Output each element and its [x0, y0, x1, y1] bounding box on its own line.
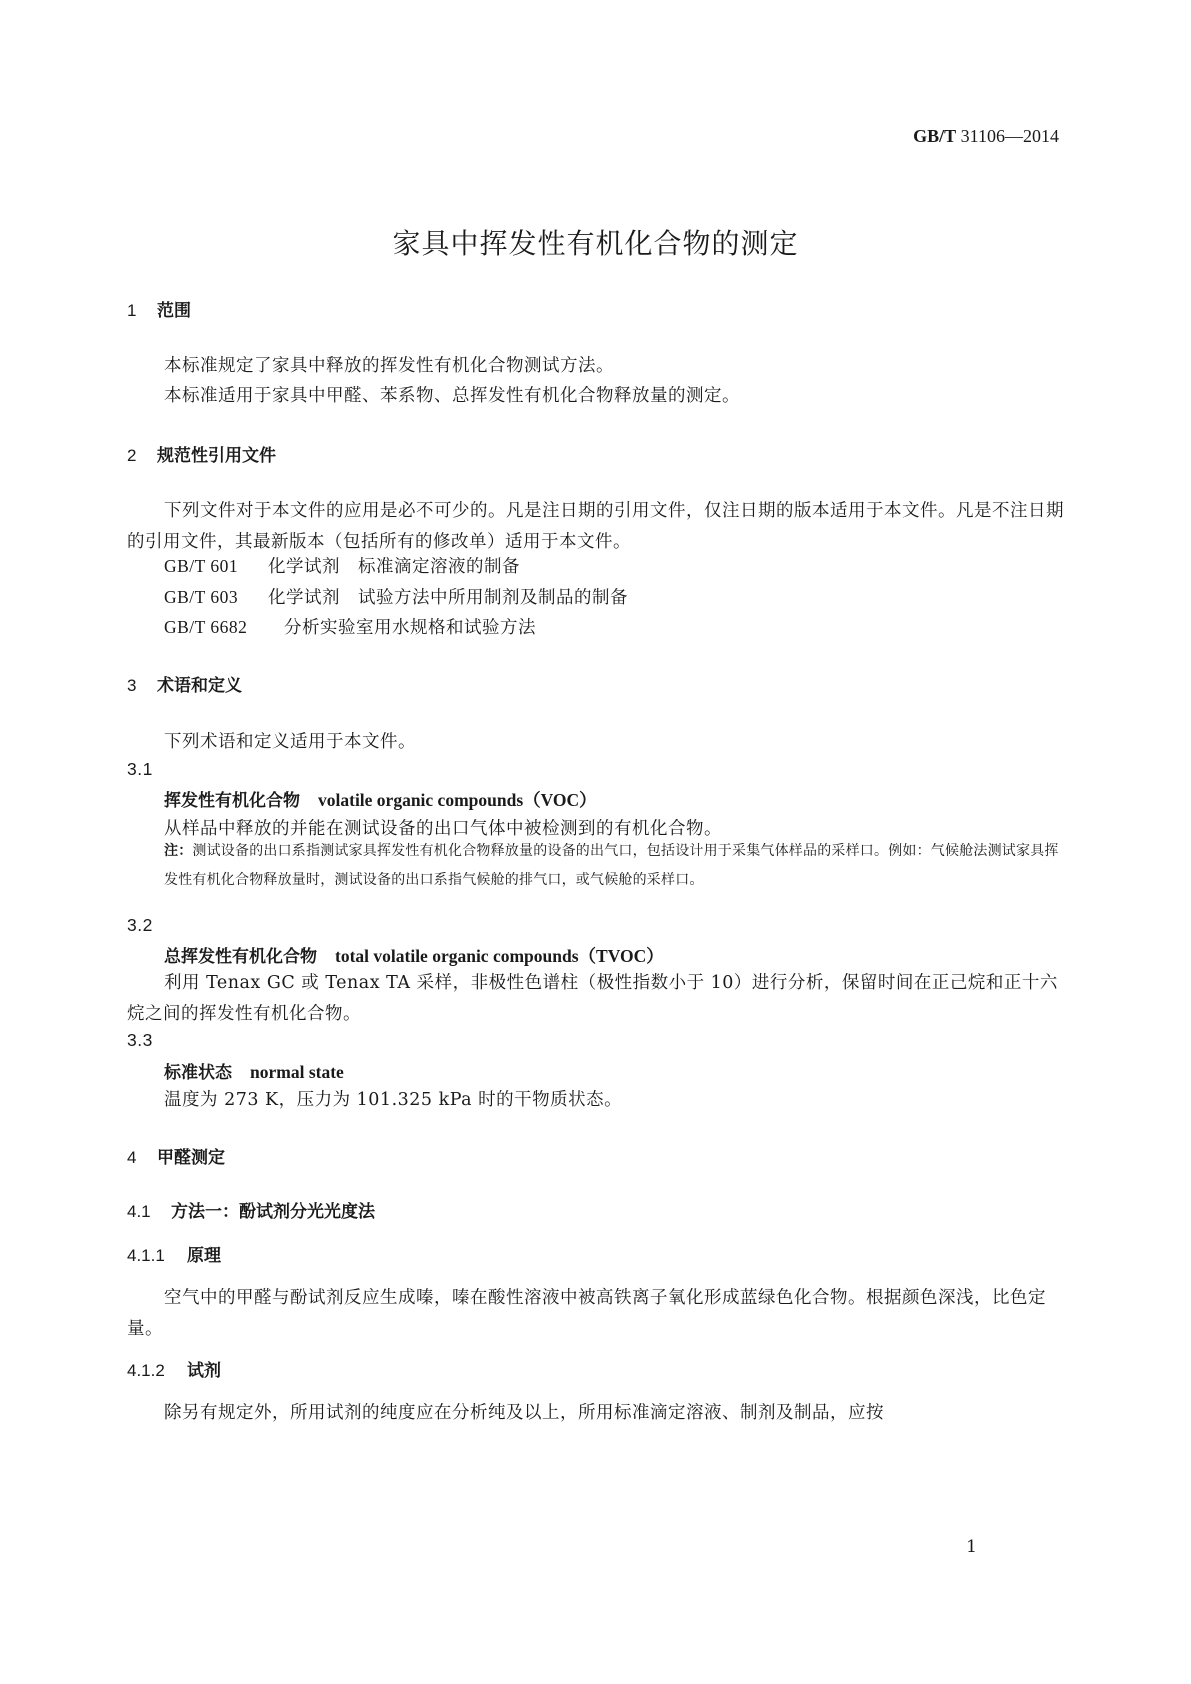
subsection-4-1-2-heading [127, 1356, 221, 1381]
page-number: 1 [966, 1537, 977, 1557]
term-en: normal state [250, 1062, 344, 1082]
reference-code: GB/T 603 [164, 587, 239, 607]
term-heading [164, 1058, 344, 1083]
section-number: 4.1.2 [127, 1361, 165, 1380]
subsection-4-1-1-heading [127, 1241, 221, 1266]
reference-code: GB/T 601 [164, 556, 239, 576]
document-title: 家具中挥发性有机化合物的测定 [392, 227, 799, 260]
section-title: 原理 [187, 1246, 221, 1266]
subsection-4-1-heading [127, 1197, 375, 1222]
term-definition: 从样品中释放的并能在测试设备的出口气体中被检测到的有机化合物。 [164, 819, 722, 839]
reference-item [164, 614, 536, 639]
standard-code: 31106—2014 [960, 126, 1059, 146]
standard-prefix: GB/T [913, 126, 957, 146]
reference-title: 分析实验室用水规格和试验方法 [284, 618, 536, 638]
section-title: 范围 [157, 301, 191, 321]
term-en: total volatile organic compounds（TVOC） [335, 946, 664, 966]
note-text: 测试设备的出口系指测试家具挥发性有机化合物释放量的设备的出气口，包括设计用于采集气体样品的采样口。例如：气候舱法测试家具挥发性有机化合物释放量时，测试设备的出口系指气候舱的排气口，或气候舱的采样口。 [164, 843, 1059, 888]
section-title: 规范性引用文件 [157, 446, 276, 466]
section-number: 4 [127, 1148, 137, 1167]
reference-item [164, 553, 520, 578]
reference-title: 化学试剂 标准滴定溶液的制备 [268, 557, 520, 577]
paragraph: 本标准适用于家具中甲醛、苯系物、总挥发性有机化合物释放量的测定。 [164, 386, 740, 406]
section-number: 4.1 [127, 1202, 151, 1221]
term-number: 3.2 [127, 915, 153, 935]
section-number: 2 [127, 446, 137, 465]
section-4-heading [127, 1143, 225, 1168]
section-title: 术语和定义 [157, 676, 242, 696]
section-number: 3 [127, 676, 137, 695]
reference-title: 化学试剂 试验方法中所用制剂及制品的制备 [268, 588, 628, 608]
reference-code: GB/T 6682 [164, 617, 248, 637]
term-zh: 挥发性有机化合物 [164, 791, 300, 811]
note-label: 注： [164, 843, 193, 859]
paragraph: 本标准规定了家具中释放的挥发性有机化合物测试方法。 [164, 356, 614, 376]
paragraph: 空气中的甲醛与酚试剂反应生成嗪，嗪在酸性溶液中被高铁离子氧化形成蓝绿色化合物。根据颜色深浅，比色定量。 [127, 1288, 1046, 1339]
term-zh: 标准状态 [164, 1063, 232, 1083]
section-3-heading [127, 671, 242, 696]
term-note [164, 837, 1059, 895]
term-heading [164, 942, 664, 968]
section-1-heading [127, 296, 191, 321]
term-number: 3.3 [127, 1030, 153, 1050]
section-title: 甲醛测定 [157, 1148, 225, 1168]
term-number: 3.1 [127, 759, 153, 779]
term-zh: 总挥发性有机化合物 [164, 947, 317, 967]
reference-item [164, 584, 628, 609]
paragraph: 下列术语和定义适用于本文件。 [164, 732, 416, 752]
paragraph: 下列文件对于本文件的应用是必不可少的。凡是注日期的引用文件，仅注日期的版本适用于本文件。凡是不注日期的引用文件，其最新版本（包括所有的修改单）适用于本文件。 [127, 501, 1064, 552]
term-en: volatile organic compounds（VOC） [318, 790, 597, 810]
section-title: 试剂 [187, 1361, 221, 1381]
term-definition: 温度为 273 K，压力为 101.325 kPa 时的干物质状态。 [164, 1090, 623, 1110]
section-number: 4.1.1 [127, 1246, 165, 1265]
paragraph: 除另有规定外，所用试剂的纯度应在分析纯及以上，所用标准滴定溶液、制剂及制品，应按 [164, 1403, 884, 1423]
section-number: 1 [127, 301, 137, 320]
term-definition: 利用 Tenax GC 或 Tenax TA 采样，非极性色谱柱（极性指数小于 10）进行分析，保留时间在正己烷和正十六烷之间的挥发性有机化合物。 [127, 973, 1058, 1024]
section-title: 方法一：酚试剂分光光度法 [171, 1202, 375, 1222]
section-2-heading [127, 441, 276, 466]
standard-number [913, 126, 1059, 147]
term-heading [164, 786, 597, 812]
